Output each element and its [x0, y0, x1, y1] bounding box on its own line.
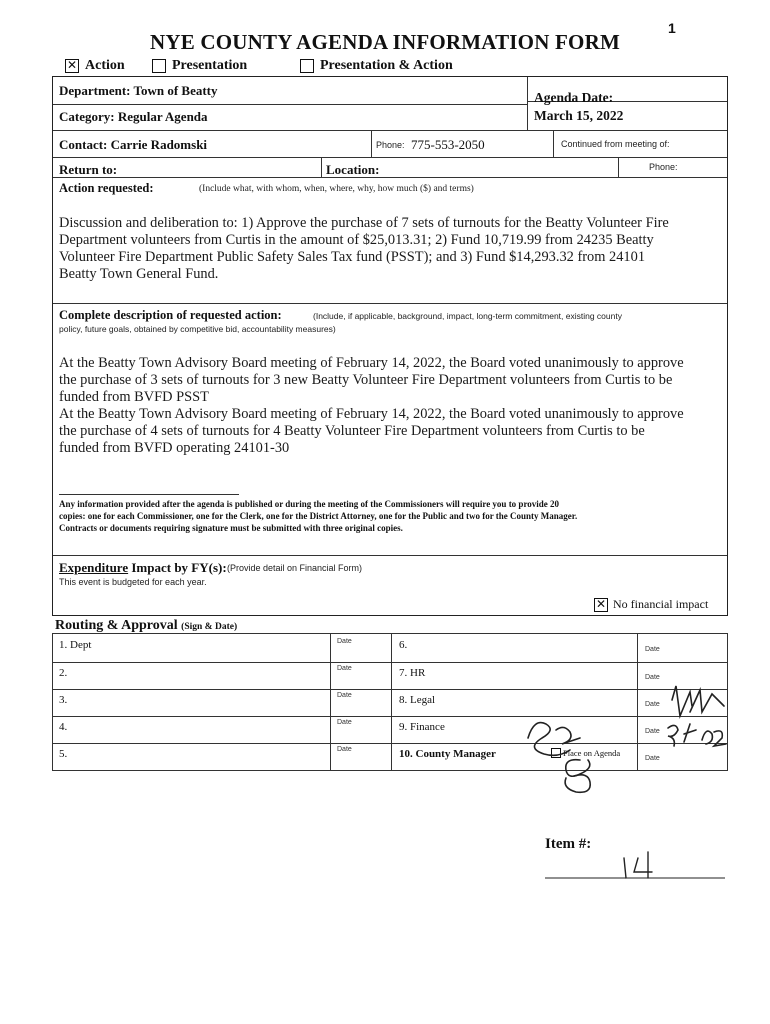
action-requested-label: Action requested: [59, 181, 154, 195]
finance-date-scrawl-3 [702, 731, 726, 746]
routing-10-county-manager: 10. County Manager [399, 748, 496, 760]
expenditure-label-underlined: Expenditure [59, 560, 129, 575]
legal-initials [672, 686, 692, 716]
date-label: Date [645, 701, 660, 708]
description-line: the purchase of 4 sets of turnouts for 4 Beatty Volunteer Fire Department volunteers from Curtis to be [59, 423, 645, 439]
routing-title-text: Routing & Approval [55, 618, 178, 633]
date-label: Date [645, 755, 660, 762]
department-field: Department: Town of Beatty [59, 83, 218, 98]
category-field: Category: Regular Agenda [59, 109, 208, 124]
page-number: 1 [668, 20, 676, 36]
action-line: Volunteer Fire Department Public Safety Sales Tax fund (PSST); and 3) Fund $14,293.32 from 24101 [59, 249, 646, 265]
description-label: Complete description of requested action: [59, 308, 282, 322]
action-line: Department volunteers from Curtis in the amount of $25,013.31; 2) Fund 10,719.99 from 24235 Beatty [59, 232, 654, 248]
finance-date-scrawl-2 [684, 724, 696, 742]
option-action-label: Action [85, 58, 125, 73]
date-label: Date [337, 638, 352, 645]
date-label: Date [337, 746, 352, 753]
description-line: the purchase of 3 sets of turnouts for 3 new Beatty Volunteer Fire Department volunteers from Curtis to be [59, 372, 673, 388]
agenda-date-value: March 15, 2022 [534, 108, 624, 123]
date-label: Date [337, 692, 352, 699]
description-hint-2: policy, future goals, obtained by competitive bid, accountability measures) [59, 324, 336, 334]
description-line: At the Beatty Town Advisory Board meeting of February 14, 2022, the Board voted unanimously to approve [59, 406, 684, 422]
legal-initials-2 [690, 690, 724, 712]
agenda-date-label: Agenda Date: [534, 90, 614, 105]
action-line: Discussion and deliberation to: 1) Approve the purchase of 7 sets of turnouts for the Beatty Volunteer Fire [59, 215, 669, 231]
location-label: Location: [326, 162, 380, 177]
contact-field: Contact: Carrie Radomski [59, 137, 208, 152]
option-presentation-action-label: Presentation & Action [320, 58, 453, 73]
phone-value: 775-553-2050 [411, 137, 485, 152]
county-manager-initials-2 [565, 775, 590, 792]
action-checkbox[interactable]: ✕ [66, 58, 78, 72]
notice-line: copies: one for each Commissioner, one for the Clerk, one for the District Attorney, one for the Public and two for the County Manager. [59, 511, 578, 521]
routing-6: 6. [399, 639, 408, 651]
expenditure-hint: (Provide detail on Financial Form) [227, 563, 363, 573]
action-requested-hint: (Include what, with whom, when, where, why, how much ($) and terms) [199, 184, 474, 194]
continued-from-label: Continued from meeting of: [561, 139, 670, 149]
date-label: Date [337, 665, 352, 672]
county-manager-initials [566, 760, 590, 777]
phone-label: Phone: [376, 140, 405, 150]
place-on-agenda-label: Place on Agenda [563, 748, 621, 758]
no-financial-impact-checkbox[interactable]: ✕ [595, 596, 607, 611]
routing-hint: (Sign & Date) [181, 622, 238, 632]
routing-4: 4. [59, 721, 68, 733]
description-line: At the Beatty Town Advisory Board meeting of February 14, 2022, the Board voted unanimously to approve [59, 355, 684, 371]
item-number-label: Item #: [545, 836, 592, 852]
routing-5: 5. [59, 748, 68, 760]
routing-3: 3. [59, 694, 68, 706]
phone2-label: Phone: [649, 162, 678, 172]
routing-8-legal: 8. Legal [399, 694, 436, 706]
no-financial-impact-label: No financial impact [613, 597, 709, 611]
item-number-stroke [624, 858, 626, 878]
description-line: funded from BVFD PSST [59, 389, 209, 405]
expenditure-text: This event is budgeted for each year. [59, 577, 207, 587]
date-label: Date [645, 728, 660, 735]
item-number-stroke-2 [634, 852, 652, 878]
option-presentation-label: Presentation [172, 58, 248, 73]
item-number-value [622, 850, 623, 851]
routing-9-finance: 9. Finance [399, 721, 445, 733]
routing-7-hr: 7. HR [399, 667, 426, 679]
form-title: NYE COUNTY AGENDA INFORMATION FORM [150, 30, 620, 54]
description-hint-1: (Include, if applicable, background, impact, long-term commitment, existing county [313, 311, 622, 321]
notice-line: Any information provided after the agenda is published or during the meeting of the Commissioners will require you to provide 20 [59, 499, 560, 509]
date-label: Date [337, 719, 352, 726]
action-line: Beatty Town General Fund. [59, 266, 219, 282]
finance-date-scrawl [668, 725, 678, 746]
routing-1-dept: 1. Dept [59, 639, 92, 651]
return-to-label: Return to: [59, 162, 118, 177]
routing-2: 2. [59, 667, 68, 679]
date-label: Date [645, 646, 660, 653]
description-line: funded from BVFD operating 24101-30 [59, 440, 290, 456]
finance-initials-2 [556, 727, 580, 744]
date-label: Date [645, 674, 660, 681]
notice-line: Contracts or documents requiring signature must be submitted with three original copies. [59, 523, 403, 533]
expenditure-label-rest: Impact by FY(s): [128, 560, 227, 575]
